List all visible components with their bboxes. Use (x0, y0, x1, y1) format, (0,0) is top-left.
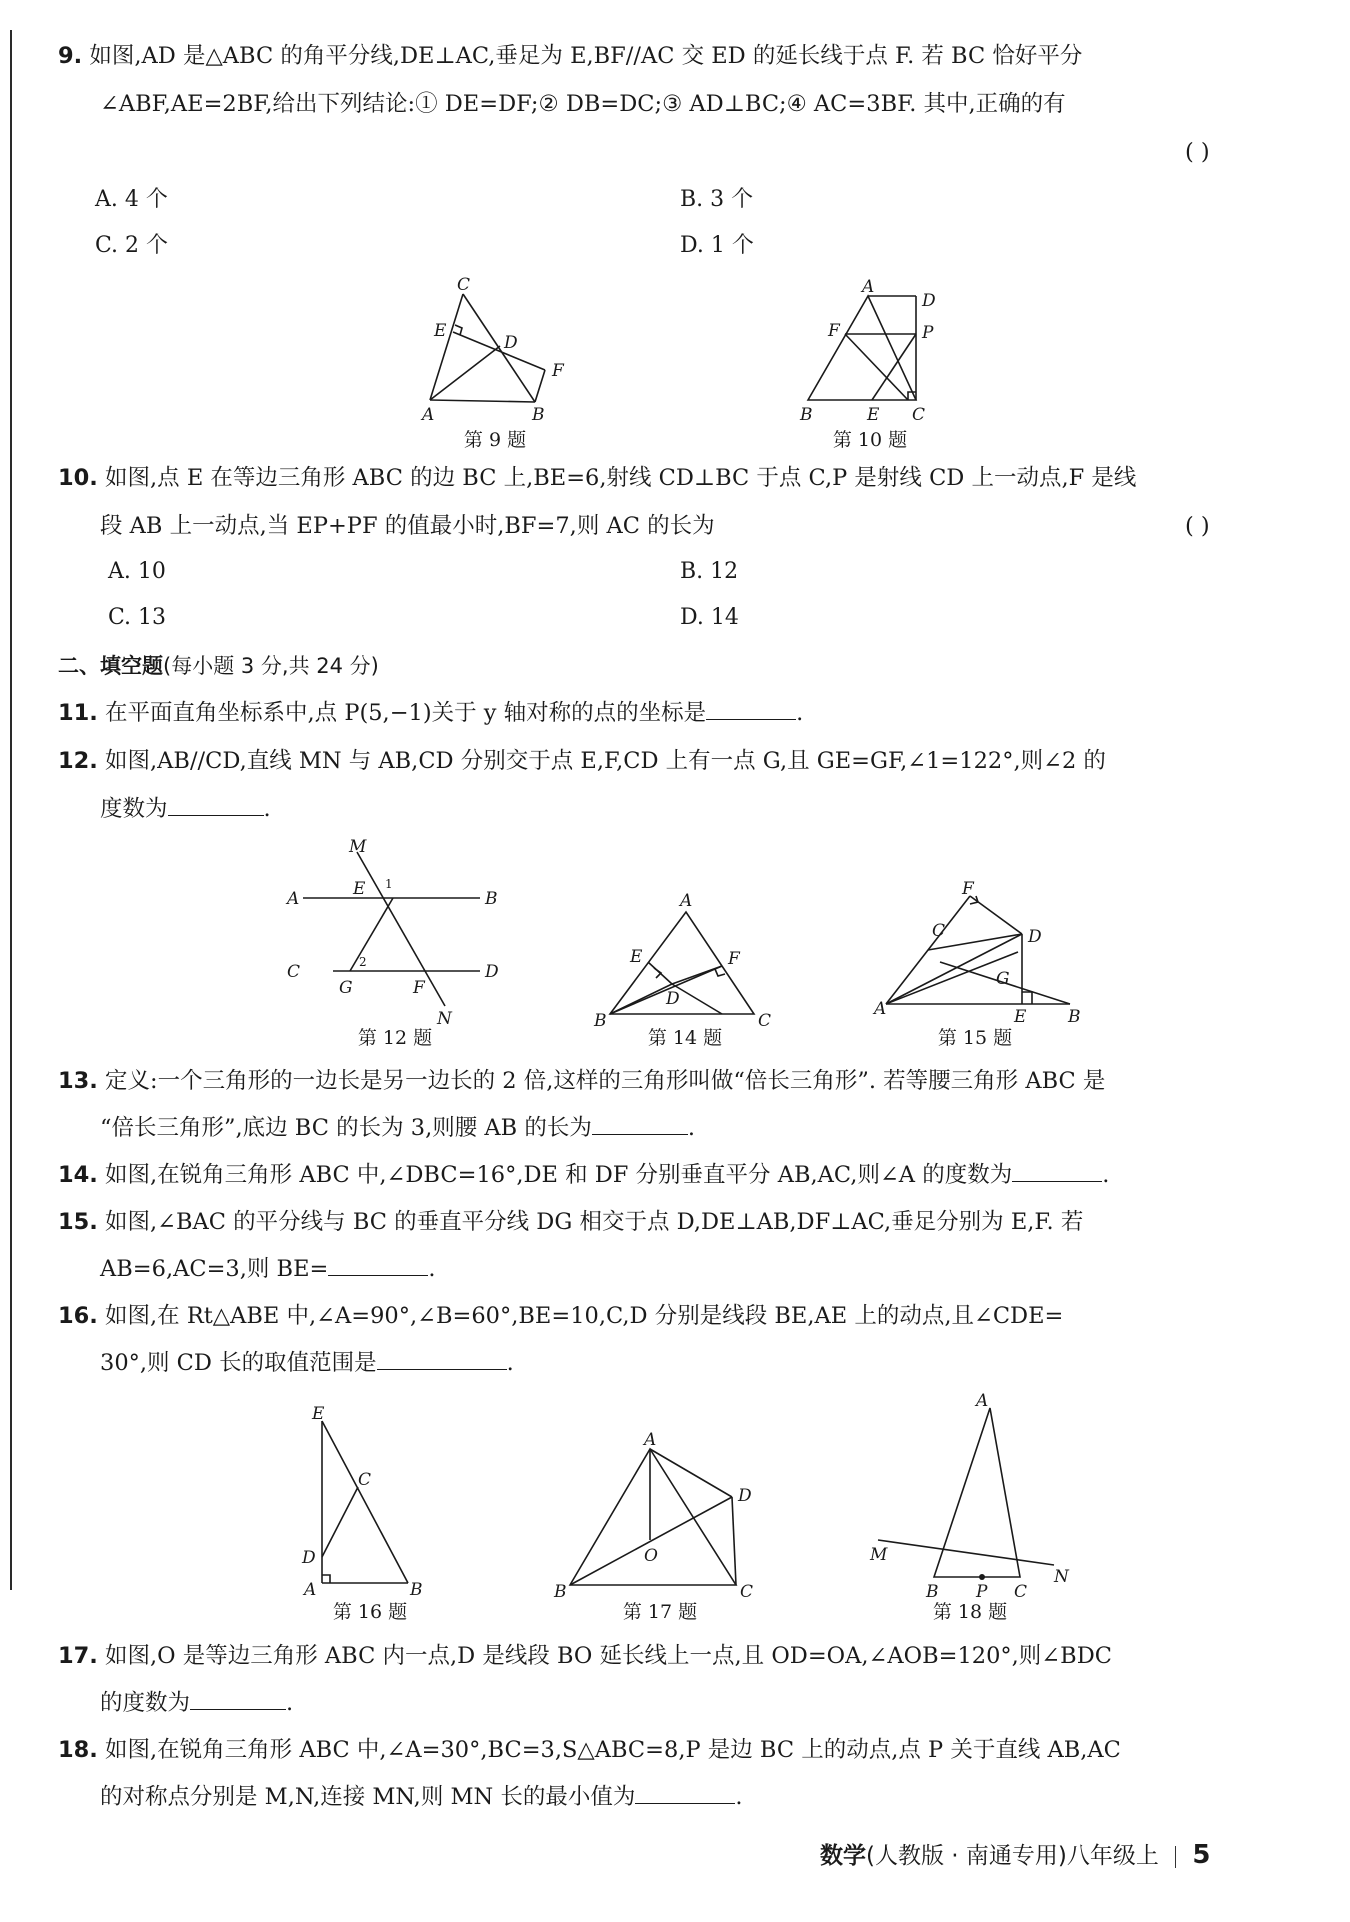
option-b: B. 12 (680, 559, 739, 584)
label-e: E (353, 879, 366, 899)
figure-14-caption: 第 14 题 (647, 1027, 723, 1049)
label-d: D (485, 962, 499, 982)
q15-line1 (58, 1206, 1083, 1238)
label-b: B (800, 405, 813, 425)
option-c: C. 13 (108, 605, 167, 630)
label-c: C (932, 921, 946, 941)
label-e: E (867, 405, 880, 425)
question-number: 10. (58, 465, 98, 491)
label-c: C (457, 275, 471, 295)
q9-line2: ∠ABF,AE=2BF,给出下列结论:① DE=DF;② DB=DC;③ AD⊥BC;④ AC=3BF. 其中,正确的有 (100, 91, 1066, 117)
label-c: C (358, 1470, 372, 1490)
answer-blank[interactable] (168, 793, 264, 816)
label-a: A (287, 889, 300, 909)
margin-line (10, 30, 12, 1590)
option-b: B. 3 个 (680, 187, 754, 212)
question-text: 在平面直角坐标系中,点 P(5,−1)关于 y 轴对称的点的坐标是 (105, 700, 707, 726)
figure-16 (300, 1405, 430, 1600)
figure-18 (870, 1392, 1070, 1600)
figure-17 (550, 1425, 770, 1600)
label-b: B (485, 889, 498, 909)
label-a: A (874, 999, 887, 1019)
question-number: 11. (58, 700, 98, 726)
q17-line1 (58, 1640, 1112, 1672)
option-d: D. 1 个 (680, 233, 754, 258)
question-text: 如图,在锐角三角形 ABC 中,∠A=30°,BC=3,S△ABC=8,P 是边 BC 上的动点,点 P 关于直线 AB,AC (105, 1737, 1121, 1763)
figure-14 (590, 890, 780, 1030)
label-c: C (758, 1011, 772, 1031)
answer-blank[interactable] (706, 697, 796, 720)
label-p: P (922, 323, 934, 343)
label-a: A (862, 277, 875, 297)
question-number: 16. (58, 1303, 98, 1329)
answer-bracket: ( ) (1185, 513, 1210, 539)
question-text: 如图,在锐角三角形 ABC 中,∠DBC=16°,DE 和 DF 分别垂直平分 AB,AC,则∠A 的度数为 (105, 1162, 1013, 1188)
label-g: G (339, 978, 353, 998)
edition-label: (人教版 · 南通专用)八年级上 (866, 1843, 1159, 1869)
answer-bracket: ( ) (1185, 139, 1210, 165)
label-p: P (976, 1582, 988, 1602)
q16-line1 (58, 1300, 1063, 1332)
label-f: F (413, 978, 425, 998)
figure-12 (285, 838, 505, 1028)
q10-line2: 段 AB 上一动点,当 EP+PF 的值最小时,BF=7,则 AC 的长为 (100, 513, 715, 539)
q10-line1 (58, 462, 1136, 494)
figure-12-caption: 第 12 题 (357, 1027, 433, 1049)
label-f: F (962, 879, 974, 899)
q17-line2: 的度数为 . (100, 1687, 293, 1719)
label-b: B (410, 1580, 423, 1600)
label-a: A (644, 1430, 657, 1450)
page-number: 5 (1192, 1840, 1211, 1870)
footer-divider (1175, 1846, 1177, 1868)
question-number: 17. (58, 1643, 98, 1669)
answer-blank[interactable] (377, 1347, 507, 1370)
q13-line2: “倍长三角形”,底边 BC 的长为 3,则腰 AB 的长为 . (100, 1112, 695, 1144)
figure-9 (410, 275, 580, 430)
label-a: A (976, 1391, 989, 1411)
label-e: E (1014, 1007, 1027, 1027)
label-c: C (740, 1582, 754, 1602)
question-text: 如图,∠BAC 的平分线与 BC 的垂直平分线 DG 相交于点 D,DE⊥AB,DF⊥AC,垂足分别为 E,F. 若 (105, 1209, 1084, 1235)
label-angle-1: 1 (385, 877, 393, 891)
q18-line2: 的对称点分别是 M,N,连接 MN,则 MN 长的最小值为 . (100, 1781, 743, 1813)
section-note: (每小题 3 分,共 24 分) (163, 654, 379, 678)
label-d: D (922, 291, 936, 311)
answer-blank[interactable] (635, 1781, 735, 1804)
label-b: B (532, 405, 545, 425)
figure-10 (790, 278, 950, 430)
label-m: M (349, 837, 367, 857)
question-number: 18. (58, 1737, 98, 1763)
label-b: B (554, 1582, 567, 1602)
question-text: 如图,在 Rt△ABE 中,∠A=90°,∠B=60°,BE=10,C,D 分别是线段 BE,AE 上的动点,且∠CDE= (105, 1303, 1064, 1329)
option-a: A. 4 个 (95, 187, 168, 212)
label-g: G (996, 969, 1010, 989)
label-b: B (1068, 1007, 1081, 1027)
label-o: O (644, 1546, 658, 1566)
label-e: E (630, 947, 643, 967)
label-d: D (302, 1548, 316, 1568)
q14: 14. 如图,在锐角三角形 ABC 中,∠DBC=16°,DE 和 DF 分别垂直平分 AB,AC,则∠A 的度数为 . (58, 1159, 1109, 1191)
q9-line1 (58, 40, 1082, 72)
figure-16-caption: 第 16 题 (332, 1601, 408, 1623)
label-e: E (434, 321, 447, 341)
answer-blank[interactable] (328, 1253, 428, 1276)
label-f: F (552, 361, 564, 381)
label-angle-2: 2 (359, 955, 367, 969)
option-d: D. 14 (680, 605, 739, 630)
label-d: D (504, 333, 518, 353)
figure-10-caption: 第 10 题 (832, 429, 908, 451)
label-a: A (680, 891, 693, 911)
question-text: 定义:一个三角形的一边长是另一边长的 2 倍,这样的三角形叫做“倍长三角形”. 若等腰三角形 ABC 是 (105, 1068, 1106, 1094)
page-footer (820, 1840, 1210, 1871)
figure-15-caption: 第 15 题 (937, 1027, 1013, 1049)
q16-line2: 30°,则 CD 长的取值范围是 . (100, 1347, 514, 1379)
label-m: M (870, 1545, 888, 1565)
label-c: C (287, 962, 301, 982)
question-number: 14. (58, 1162, 98, 1188)
q12-line2: 度数为 . (100, 793, 271, 825)
question-number: 13. (58, 1068, 98, 1094)
q12-line1 (58, 745, 1106, 777)
label-f: F (728, 949, 740, 969)
label-d: D (1028, 927, 1042, 947)
answer-blank[interactable] (190, 1687, 286, 1710)
label-d: D (666, 989, 680, 1009)
label-a: A (304, 1580, 317, 1600)
question-number: 12. (58, 748, 98, 774)
figure-15 (870, 880, 1090, 1030)
answer-blank[interactable] (1012, 1159, 1102, 1182)
q15-line2: AB=6,AC=3,则 BE= . (100, 1253, 436, 1285)
section-heading (58, 650, 379, 682)
label-b: B (594, 1011, 607, 1031)
q18-line1 (58, 1734, 1121, 1766)
question-text: 如图,AB//CD,直线 MN 与 AB,CD 分别交于点 E,F,CD 上有一点 G,且 GE=GF,∠1=122°,则∠2 的 (105, 748, 1106, 774)
label-b: B (926, 1582, 939, 1602)
subject-label: 数学 (820, 1843, 866, 1869)
figure-17-caption: 第 17 题 (622, 1601, 698, 1623)
question-number: 15. (58, 1209, 98, 1235)
label-n: N (437, 1009, 452, 1029)
question-text: 如图,AD 是△ABC 的角平分线,DE⊥AC,垂足为 E,BF//AC 交 ED 的延长线于点 F. 若 BC 恰好平分 (89, 43, 1083, 69)
q11: 11. 在平面直角坐标系中,点 P(5,−1)关于 y 轴对称的点的坐标是 . (58, 697, 803, 729)
answer-blank[interactable] (592, 1112, 688, 1135)
question-text: 如图,点 E 在等边三角形 ABC 的边 BC 上,BE=6,射线 CD⊥BC 于点 C,P 是射线 CD 上一动点,F 是线 (105, 465, 1137, 491)
figure-9-caption: 第 9 题 (463, 429, 527, 451)
label-c: C (1014, 1582, 1028, 1602)
option-a: A. 10 (108, 559, 166, 584)
label-a: A (422, 405, 435, 425)
question-text: 如图,O 是等边三角形 ABC 内一点,D 是线段 BO 延长线上一点,且 OD=OA,∠AOB=120°,则∠BDC (105, 1643, 1112, 1669)
option-c: C. 2 个 (95, 233, 169, 258)
question-number: 9. (58, 43, 83, 69)
label-d: D (738, 1486, 752, 1506)
label-c: C (912, 405, 926, 425)
label-f: F (828, 321, 840, 341)
figure-18-caption: 第 18 题 (932, 1601, 1008, 1623)
label-n: N (1054, 1567, 1069, 1587)
q13-line1 (58, 1065, 1105, 1097)
label-e: E (312, 1404, 325, 1424)
section-title: 二、填空题 (58, 654, 163, 678)
